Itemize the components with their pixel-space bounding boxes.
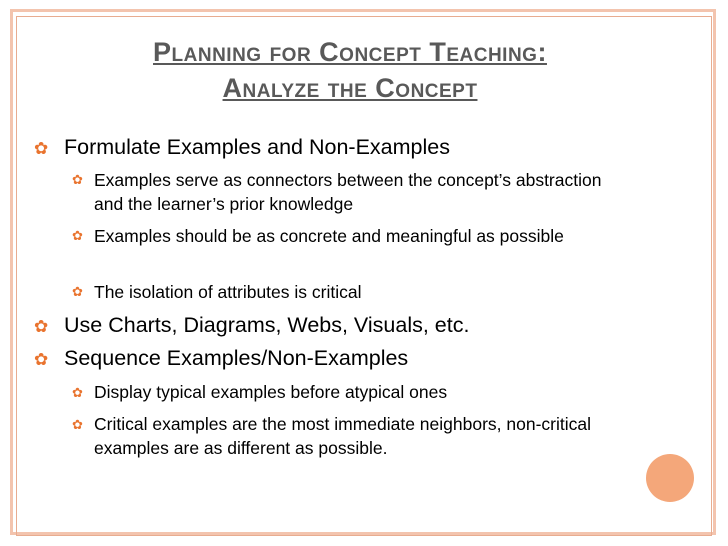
bullet-item: Sequence Examples/Non-Examples xyxy=(64,346,409,370)
flower-bullet-icon: ✿ xyxy=(72,228,83,243)
flower-bullet-icon: ✿ xyxy=(72,172,83,187)
bullet-item: Use Charts, Diagrams, Webs, Visuals, etc. xyxy=(64,313,470,337)
flower-bullet-icon: ✿ xyxy=(34,350,49,369)
sub-bullet-item: The isolation of attributes is critical xyxy=(94,282,362,302)
bullet-item: Formulate Examples and Non-Examples xyxy=(64,135,450,159)
sub-bullet-item: Display typical examples before atypical ones xyxy=(94,382,448,402)
flower-bullet-icon: ✿ xyxy=(34,139,49,158)
title-line-2: Analyze the Concept xyxy=(222,73,478,103)
flower-bullet-icon: ✿ xyxy=(34,317,49,336)
circle-decoration xyxy=(646,454,694,502)
title-line-1: Planning for Concept Teaching: xyxy=(153,37,547,67)
sub-bullet-item: Examples should be as concrete and meaningful as possible xyxy=(94,226,564,246)
flower-bullet-icon: ✿ xyxy=(72,385,83,400)
sub-bullet-item: Critical examples are the most immediate neighbors, non-critical examples are as different as possible. xyxy=(94,414,592,458)
flower-bullet-icon: ✿ xyxy=(72,417,83,432)
flower-bullet-icon: ✿ xyxy=(72,284,83,299)
sub-bullet-item: Examples serve as connectors between the concept’s abstraction and the learner’s prior knowledge xyxy=(94,170,602,214)
